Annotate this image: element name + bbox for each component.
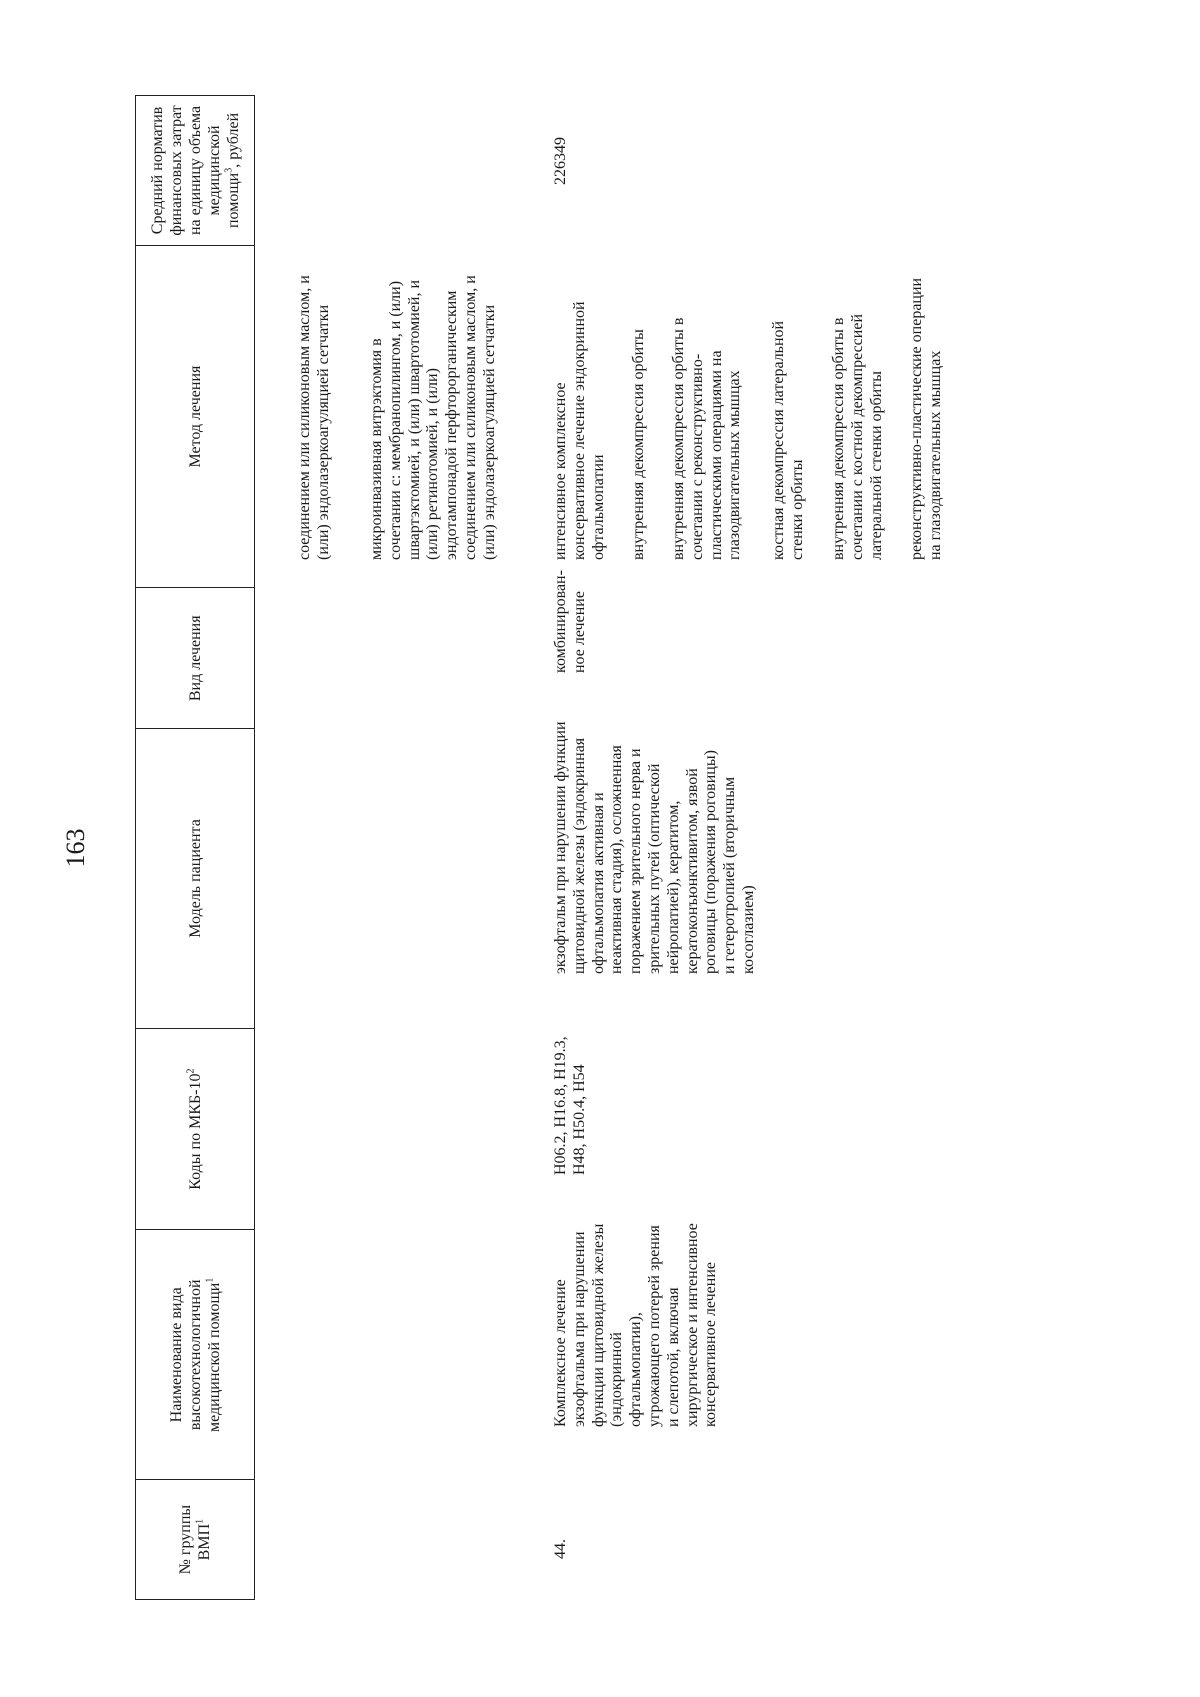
row-44-treatment-type: комбинирован- ное лечение (552, 570, 588, 673)
row-44-method-2: внутренняя декомпрессия орбиты (630, 329, 647, 560)
header-icd-codes: Коды по МКБ-$10^2$ (136, 1028, 254, 1230)
header-group-number: № группы ВМП$^1$ (136, 1479, 254, 1599)
header-vmp-name: Наименование вида высокотехнологичной медицинской помощи$^1$ (136, 1229, 254, 1479)
row-44-method-4: костная декомпрессия латеральной стенки орбиты (770, 320, 806, 560)
row-44-method-1: интенсивное комплексное консервативное лечение эндокринной офтальмопатии (552, 301, 607, 560)
row-44-name: Комплексное лечение экзофтальма при нарушении функции щитовидной железы (эндокринной офтальмопатии), угрожающего потерей зрения и слепотой, включая хирургическое и интенсивное консервативное лечение (552, 1223, 720, 1427)
header-treatment-method: Метод лечения (136, 245, 254, 588)
row-44-codes: H06.2, H16.8, H19.3, H48, H50.4, H54 (552, 1036, 588, 1175)
continuation-method-1: соединением или силиконовым маслом, и (или) эндолазеркоагуляцией сетчатки (296, 275, 332, 560)
row-44-method-6: реконструктивно-пластические операции на глазодвигательных мышцах (908, 277, 944, 560)
row-44-method-5: внутренняя декомпрессия орбиты в сочетании с костной декомпрессией латеральной стенки орбиты (830, 313, 885, 560)
row-44-patient-model: экзофтальм при нарушении функции щитовидной железы (эндокринная офтальмопатия активная и неактивная стадия), осложненная поражением зрительного нерва и зрительных путей (оптической нейропатией), кератитом, кератоконъюнктивитом, язвой роговицы (поражения роговицы) и гетеротропией (вторичным косоглазием) (552, 721, 757, 974)
row-44-number: 44. (552, 1539, 569, 1559)
row-44-cost: 226349 (552, 137, 569, 185)
header-treatment-type: Вид лечения (136, 587, 254, 728)
header-patient-model: Модель пациента (136, 728, 254, 1028)
continuation-method-2: микроинвазивная витрэктомия в сочетании с: мембранопилингом, и (или) швартэктомией, и (или) швартотомией, и (или) ретинотомией, и (или) эндотампонадой перфторорганическим соединением или силиконовым маслом, и (или) эндолазеркоагуляцией сетчатки (368, 275, 498, 560)
header-average-cost: Средний норматив финансовых затрат на единицу объема медицинской помощи$^3$, рублей (148, 105, 242, 236)
row-44-method-3: внутренняя декомпрессия орбиты в сочетании с реконструктивно- пластическими операциями на глазодвигательных мышцах (670, 317, 744, 560)
page-number: 163 (61, 828, 90, 868)
